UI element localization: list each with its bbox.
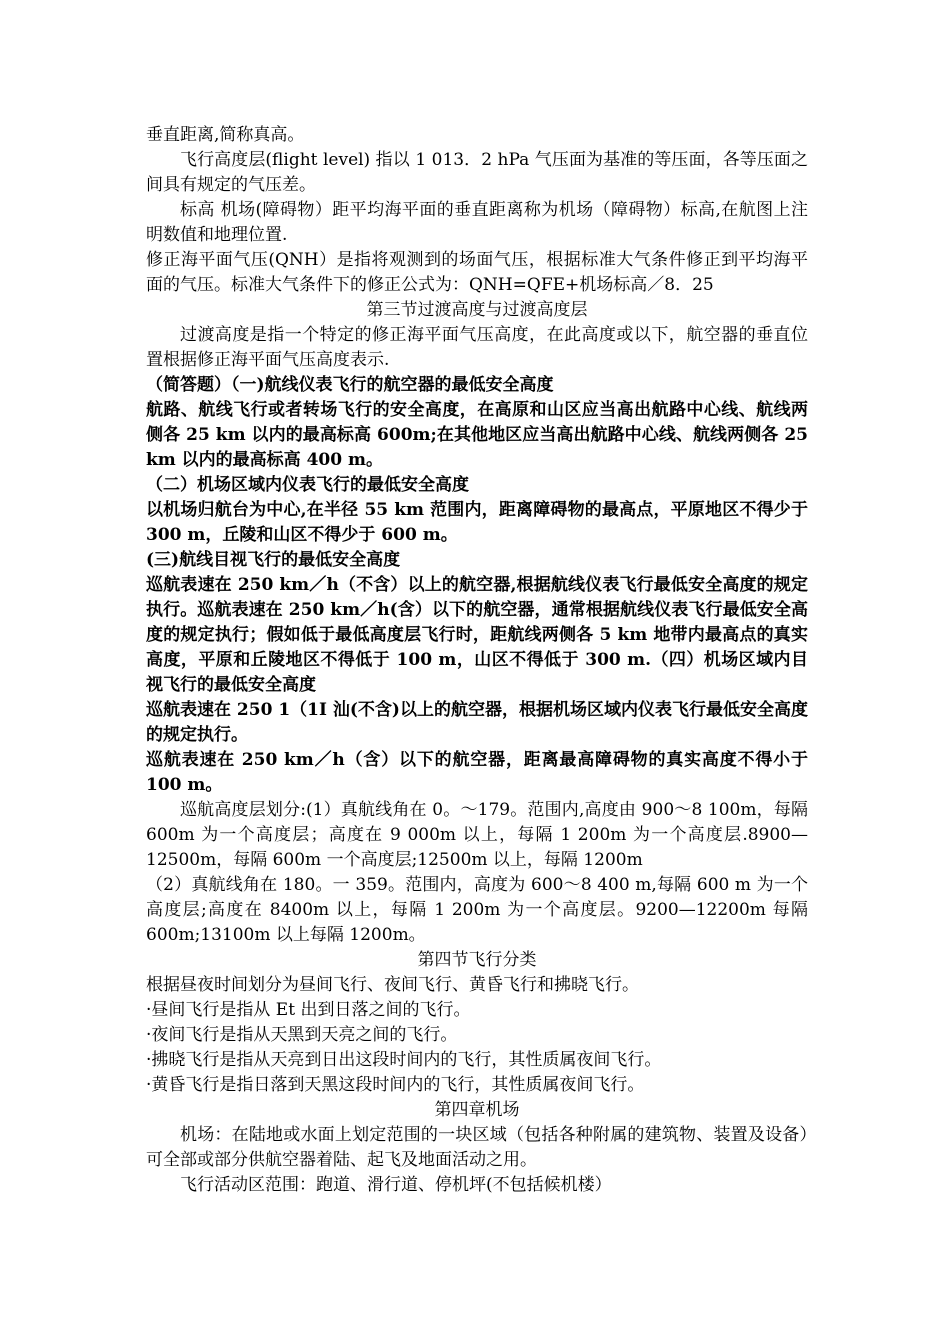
paragraph-true-height-definition: 垂直距离,简称真高。 [146,125,305,145]
paragraph-flight-classification-intro: 根据昼夜时间划分为昼间飞行、夜间飞行、黄昏飞行和拂晓飞行。 [146,975,639,995]
paragraph-movement-area: 飞行活动区范围：跑道、滑行道、停机坪(不包括候机楼） [180,1175,612,1195]
paragraph-flight-level: 飞行高度层(flight level) 指以 1 013．2 hPa 气压面为基准的等压面，各等压面之间具有规定的气压差。 [146,150,808,195]
document-page [146,123,808,1198]
list-item-night-flight: ·夜间飞行是指从天黑到天亮之间的飞行。 [146,1025,458,1045]
paragraph-elevation: 标高 机场(障碍物）距平均海平面的垂直距离称为机场（障碍物）标高,在航图上注明数值和地理位置. [146,200,808,245]
subheading-route-instrument-min-altitude: （简答题）（一)航线仪表飞行的航空器的最低安全高度 [146,375,554,395]
paragraph-route-safe-altitude: 航路、航线飞行或者转场飞行的安全高度，在高原和山区应当高出航路中心线、航线两侧各 25 km 以内的最高标高 600m;在其他地区应当高出航路中心线、航线两侧各 25 km 以内的最高标高 400 m。 [146,400,808,470]
list-item-day-flight: ·昼间飞行是指从 Et 出到日落之间的飞行。 [146,1000,471,1020]
paragraph-cruise-levels-east: 巡航高度层划分:(1）真航线角在 0。～179。范围内,高度由 900～8 100m，每隔 600m 为一个高度层；高度在 9 000m 以上，每隔 1 200m 为一个高度层.8900—12500m，每隔 600m 一个高度层;12500m 以上，每隔 1200m [146,800,808,870]
paragraph-cruise-levels-west: （2）真航线角在 180。一 359。范围内，高度为 600～8 400 m,每隔 600 m 为一个高度层;高度在 8400m 以上，每隔 1 200m 为一个高度层。9200—12200m 每隔 600m;13100m 以上每隔 1200m。 [146,875,808,945]
section-heading-flight-classification: 第四节飞行分类 [417,950,537,970]
subheading-route-visual-min-altitude: (三)航线目视飞行的最低安全高度 [146,550,401,570]
list-item-dawn-flight: ·拂晓飞行是指从天亮到日出这段时间内的飞行，其性质属夜间飞行。 [146,1050,662,1070]
paragraph-airport-visual-below-250: 巡航表速在 250 km／h（含）以下的航空器，距离最高障碍物的真实高度不得小于 100 m。 [146,750,808,795]
section-heading-transition-altitude: 第三节过渡高度与过渡高度层 [366,300,588,320]
paragraph-transition-altitude: 过渡高度是指一个特定的修正海平面气压高度，在此高度或以下，航空器的垂直位置根据修正海平面气压高度表示. [146,325,808,370]
paragraph-airport-instrument-min-altitude: 以机场归航台为中心,在半径 55 km 范围内，距离障碍物的最高点，平原地区不得少于 300 m，丘陵和山区不得少于 600 m。 [146,500,808,545]
paragraph-qnh: 修正海平面气压(QNH）是指将观测到的场面气压，根据标准大气条件修正到平均海平面的气压。标准大气条件下的修正公式为：QNH=QFE+机场标高／8．25 [146,250,808,295]
list-item-dusk-flight: ·黄昏飞行是指日落到天黑这段时间内的飞行，其性质属夜间飞行。 [146,1075,645,1095]
subheading-airport-instrument-min-altitude: （二）机场区域内仪表飞行的最低安全高度 [146,475,469,495]
paragraph-route-visual-min-altitude: 巡航表速在 250 km／h（不含）以上的航空器,根据航线仪表飞行最低安全高度的规定执行。巡航表速在 250 km／h(含）以下的航空器，通常根据航线仪表飞行最低安全高度的规定执行；假如低于最低高度层飞行时，距航线两侧各 5 km 地带内最高点的真实高度，平原和丘陵地区不得低于 100 m，山区不得低于 300 m.（四）机场区域内目视飞行的最低安全高度 [146,575,808,695]
paragraph-airport-definition: 机场：在陆地或水面上划定范围的一块区域（包括各种附属的建筑物、装置及设备）可全部或部分供航空器着陆、起飞及地面活动之用。 [146,1125,808,1170]
chapter-heading-airport: 第四章机场 [434,1100,520,1120]
paragraph-airport-visual-above-250: 巡航表速在 250 1（1I 汕(不含)以上的航空器，根据机场区域内仪表飞行最低安全高度的规定执行。 [146,700,808,745]
